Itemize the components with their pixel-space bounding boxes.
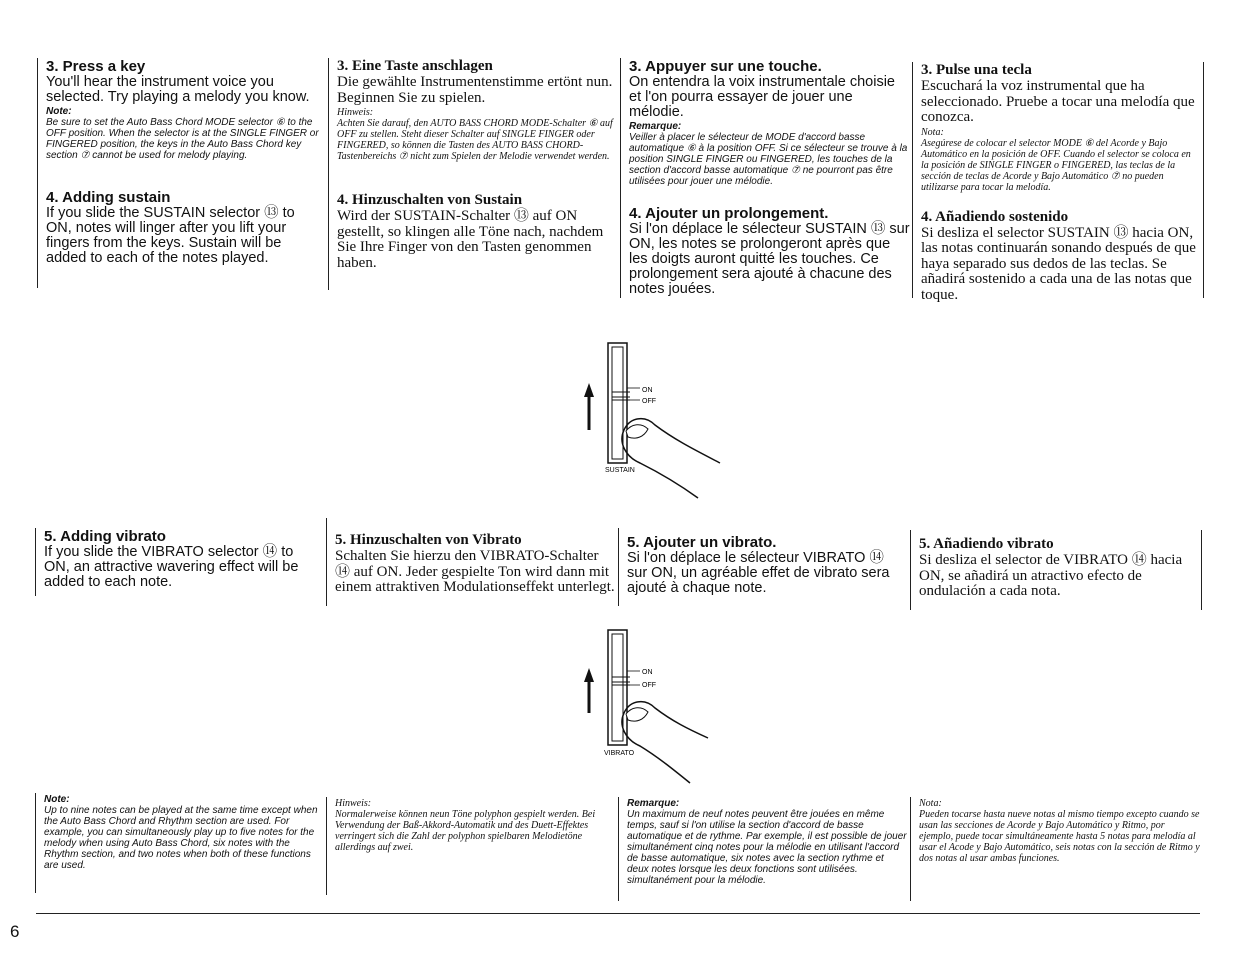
body-vibrato-fr: Si l'on déplace le sélecteur VIBRATO ⑭ sur ON, un agréable effet de vibrato sera ajouté à chaque note. — [627, 550, 890, 596]
col-en-top — [37, 58, 320, 288]
body-vibrato-es: Si desliza el selector de VIBRATO ⑭ hacia ON, se añadirá un atractivo efecto de ondulación a cada nota. — [919, 552, 1183, 599]
sustain-diagram — [560, 335, 740, 500]
col-es-top — [912, 62, 1204, 303]
col-en-vibrato — [35, 528, 320, 596]
note-text: Pueden tocarse hasta nueve notas al mismo tiempo excepto cuando se usan las secciones de Acorde y Bajo Automático y Ritmo, por ejemplo, puede tocar simultáneamente hasta 5 notas para melodía al usar el Acode y Bajo Automático, seis notas con la sección de Ritmo y dos notas al usar ambas funciones. — [919, 809, 1200, 864]
note-label: Note: — [46, 106, 72, 117]
col-fr-bottom-note — [618, 797, 908, 901]
col-de-top — [328, 58, 613, 290]
on-label: ON — [642, 387, 653, 394]
col-de-bottom-note — [326, 797, 616, 895]
col-es-vibrato — [910, 530, 1202, 610]
heading-vibrato-de: 5. Hinzuschalten von Vibrato — [335, 532, 522, 548]
up-arrow-icon — [584, 668, 594, 713]
body-sustain-de: Wird der SUSTAIN-Schalter ⑬ auf ON gestellt, so klingen alle Töne nach, nachdem Sie Ihre Finger von den Tasten genommen haben. — [337, 208, 604, 271]
note-label: Note: — [44, 794, 70, 805]
note-text: Achten Sie darauf, den AUTO BASS CHORD MODE-Schalter ⑥ auf OFF zu stellen. Steht dieser Schalter auf SINGLE FINGER oder FINGERED, so können die Tasten des AUTO BASS CHORD-Tastenbereichs ⑦ nicht zum Spielen der Melodie verwendet werden. — [337, 118, 613, 162]
heading-sostenido: 4. Añadiendo sostenido — [921, 208, 1069, 225]
note-text: Un maximum de neuf notes peuvent être jouées en même temps, sauf si l'on utilise la section d'accord de basse automatique et de rythme. Par exemple, il est possible de jouer simultanément cinq notes pour la mélodie en utilisant l'accord de basse automatique, six notes avec la section rythme et deux notes lorsque les deux fonctions sont utilisées. simultanément pour la mélodie. — [627, 809, 907, 886]
col-es-bottom-note — [910, 797, 1200, 901]
note-text: Veiller à placer le sélecteur de MODE d'accord basse automatique ⑥ à la position OFF. Si ce sélecteur se trouve à la position SINGLE FINGER ou FINGERED, les touches de la section d'accord basse automatique ⑦ ne pourront pas être utilisées pour jouer une mélodie. — [629, 132, 908, 187]
col-de-vibrato — [326, 518, 616, 606]
note-label: Remarque: — [627, 798, 680, 809]
footer-rule — [36, 913, 1200, 914]
body-prolongement: Si l'on déplace le sélecteur SUSTAIN ⑬ sur ON, les notes se prolongeront après que les doigts auront quitté les touches. Ce prolongement sera ajouté à chacune des notes jouées. — [629, 221, 910, 297]
up-arrow-icon — [584, 383, 594, 430]
heading-pulse: 3. Pulse una tecla — [921, 62, 1032, 78]
col-en-bottom-note — [35, 793, 325, 893]
body-taste: Die gewählte Instrumentenstimme ertönt nun. Beginnen Sie zu spielen. — [337, 74, 613, 106]
heading-appuyer: 3. Appuyer sur une touche. — [629, 58, 822, 75]
page-number: 6 — [10, 922, 20, 941]
switch-slot — [608, 343, 627, 463]
col-fr-vibrato — [618, 528, 908, 606]
note-text: Asegúrese de colocar el selector MODE ⑥ del Acorde y Bajo Automático en la posición de OFF. Cuando el selector se coloca en la posición de SINGLE FINGER o FINGERED, las teclas de la sección de teclas de Acorde y Bajo Automático ⑦ no pueden utilizarse para tocar la melodía. — [921, 137, 1191, 193]
heading-prolongement: 4. Ajouter un prolongement. — [629, 205, 829, 222]
vibrato-diagram — [560, 625, 740, 790]
heading-adding-sustain: 4. Adding sustain — [46, 189, 171, 206]
body-adding-vibrato: If you slide the VIBRATO selector ⑭ to ON, an attractive wavering effect will be added to each note. — [44, 544, 299, 590]
heading-adding-vibrato: 5. Adding vibrato — [44, 528, 166, 545]
heading-sustain-de: 4. Hinzuschalten von Sustain — [337, 192, 523, 208]
on-label: ON — [642, 669, 653, 676]
body-appuyer: On entendra la voix instrumentale choisie et l'on pourra essayer de jouer une mélodie. — [629, 74, 895, 120]
note-label: Nota: — [921, 126, 944, 138]
switch-slot — [608, 630, 627, 745]
note-label: Hinweis: — [335, 798, 372, 809]
sustain-label: SUSTAIN — [605, 467, 635, 474]
off-label: OFF — [642, 682, 656, 689]
col-fr-top — [620, 58, 910, 298]
heading-vibrato-fr: 5. Ajouter un vibrato. — [627, 534, 777, 551]
heading-taste: 3. Eine Taste anschlagen — [337, 58, 493, 74]
note-text: Up to nine notes can be played at the same time except when the Auto Bass Chord and Rhythm section are used. For example, you can simultaneously play up to five notes for the melody when using Auto Bass Chord, six notes with the Rhythm section, and two notes when both of these functions are used. — [44, 805, 318, 871]
body-adding-sustain: If you slide the SUSTAIN selector ⑬ to ON, notes will linger after you lift your fingers from the keys. Sustain will be added to each of the notes played. — [46, 205, 295, 266]
finger-icon — [622, 419, 720, 498]
heading-press-key: 3. Press a key — [46, 58, 146, 75]
note-label: Nota: — [919, 798, 942, 809]
note-text: Be sure to set the Auto Bass Chord MODE selector ⑥ to the OFF position. When the selector is at the SINGLE FINGER or FINGERED position, the keys in the Auto Bass Chord key section ⑦ cannot be used for melody playing. — [46, 117, 319, 161]
heading-vibrato-es: 5. Añadiendo vibrato — [919, 536, 1054, 552]
body-vibrato-de: Schalten Sie hierzu den VIBRATO-Schalter ⑭ auf ON. Jeder gespielte Ton wird dann mit einem attraktiven Modulationseffekt unterlegt. — [335, 548, 615, 595]
body-press-key: You'll hear the instrument voice you selected. Try playing a melody you know. — [46, 74, 310, 105]
off-label: OFF — [642, 398, 656, 405]
body-pulse: Escuchará la voz instrumental que ha seleccionado. Pruebe a tocar una melodía que conozca. — [921, 78, 1195, 125]
note-label: Hinweis: — [337, 107, 374, 118]
finger-icon — [622, 702, 708, 783]
note-label: Remarque: — [629, 121, 682, 132]
note-text: Normalerweise können neun Töne polyphon gespielt werden. Bei Verwendung der Baß-Akkord-Automatik und des Duett-Effektes verringert sich die Zahl der polyphon spielbaren Melodietöne allerdings auf zwei. — [335, 809, 596, 853]
body-sostenido: Si desliza el selector SUSTAIN ⑬ hacia ON, las notas continuarán sonando después de que haya separado sus dedos de las teclas. Se añadirá sostenido a cada una de las notas que toque. — [921, 224, 1196, 303]
vibrato-label: VIBRATO — [604, 750, 635, 757]
